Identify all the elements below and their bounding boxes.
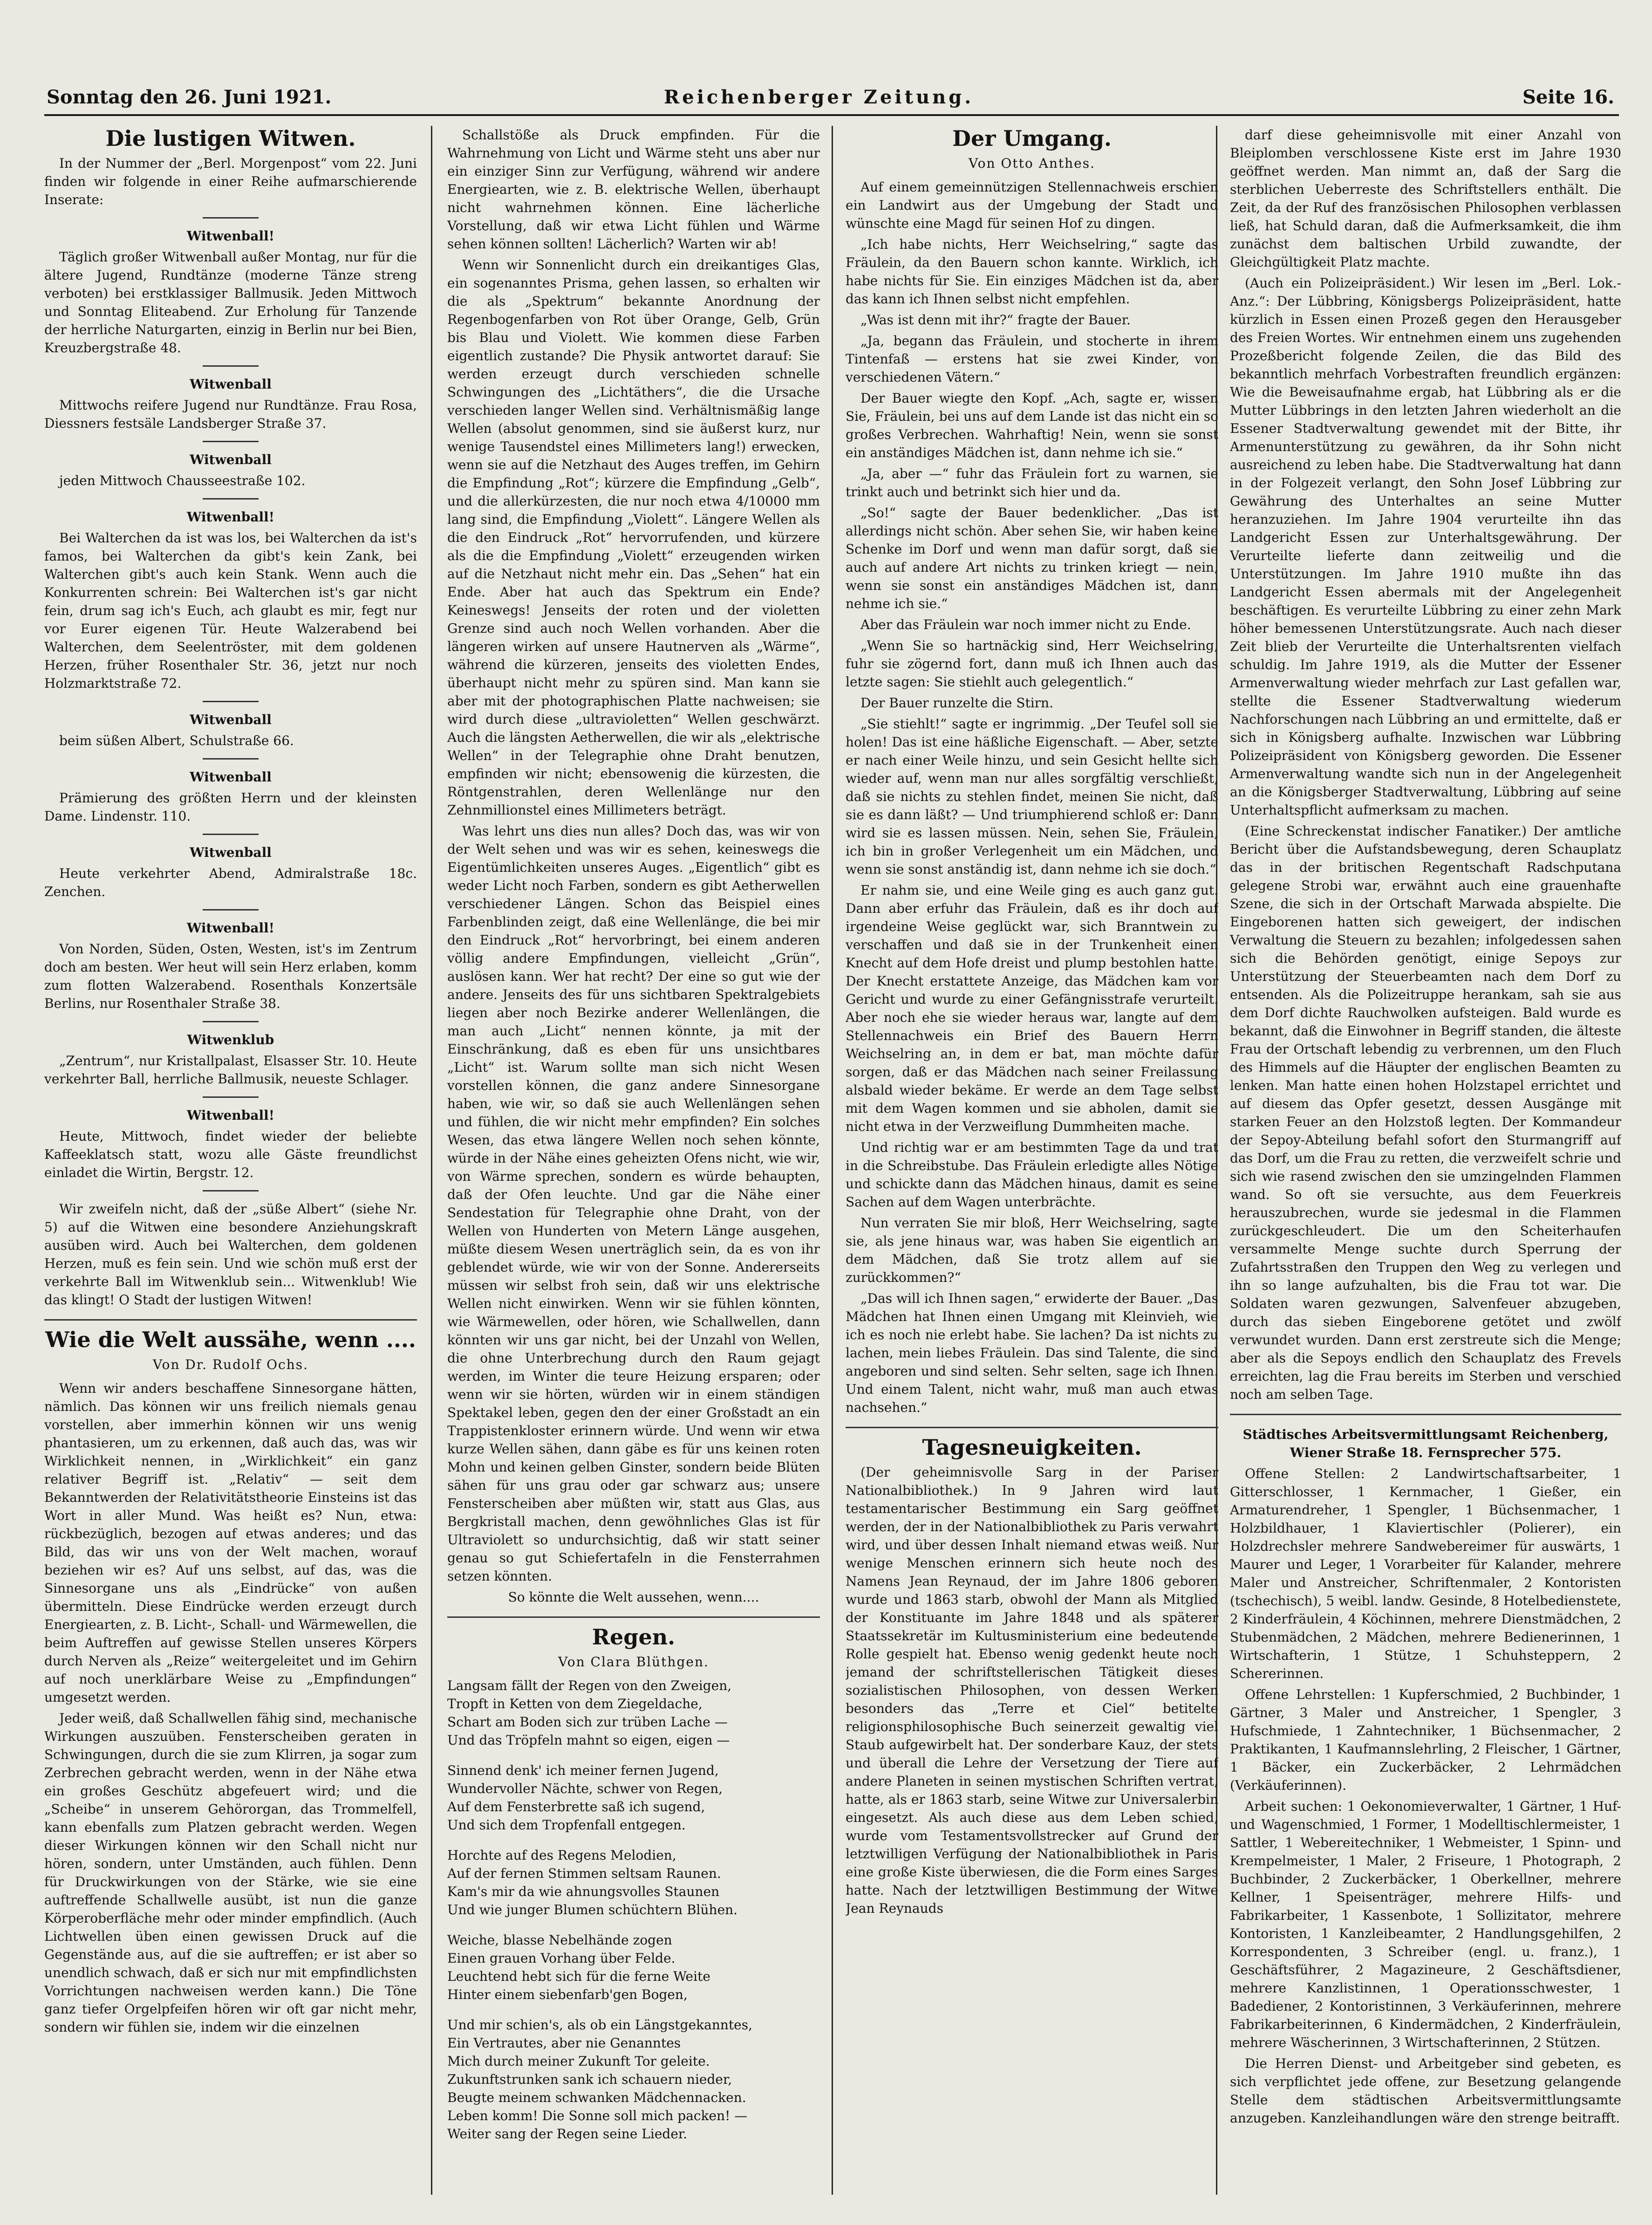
article-paragraph: Schallstöße als Druck empfinden. Für die Wahrnehmung von Licht und Wärme steht uns aber nur ein einziger Sinn zur Verfügung, während wir andere Energiearten, wie z. B. elektrische Wellen, überhaupt nicht wahrnehmen können. Eine lächerliche Vorstellung, daß wir etwa Licht fühlen und Wärme sehen können sollten! Lächerlich? Warten wir ab! (447, 127, 820, 252)
job-listing: Die Herren Dienst- und Arbeitgeber sind gebeten, es sich verpflichtet jede offene, zur Besetzung gelangende Stelle dem städtischen Arbeitsvermittlungsamte anzugeben. Kanzleihandlungen wäre den strenge beitrafft. (1230, 2056, 1621, 2126)
divider (203, 701, 259, 702)
poem-line: Langsam fällt der Regen von den Zweigen, (447, 1678, 732, 1693)
column-rule (832, 126, 833, 2195)
article-author: Von Otto Anthes. (968, 156, 1096, 171)
poem-line: Horchte auf des Regens Melodien, (447, 1848, 676, 1863)
divider (203, 1190, 259, 1191)
ad-heading: Witwenklub (187, 1032, 274, 1047)
ad-text: Von Norden, Süden, Osten, Westen, ist's im Zentrum doch am besten. Wer heut will sein Herz erlaben, komm zum flotten Walzerabend. Rosenthals Konzertsäle Berlins, nur Rosenthaler Straße 38. (44, 941, 417, 1011)
poem-title: Regen. (592, 1624, 676, 1650)
ad-heading: Witwenball! (186, 228, 275, 244)
ad-text: Bei Walterchen da ist was los, bei Walterchen da ist's famos, bei Walterchen da gibt's kein Zank, bei Walterchen gibt's auch kein Stank. Wenn auch die Konkurrenten schrein: Bei Walterchen ist's gar nicht fein, drum sag ich's Euch, ach glaubt es mir, fegt nur vor Eurer eigenen Tür. Heute Walzerabend bei Walterchen, dem Seelentröster, mit dem goldenen Herzen, früher Rosenthaler Str. 36, jetzt nur noch Holzmarktstraße 72. (44, 530, 417, 691)
divider (203, 217, 259, 219)
page-number: Seite 16. (1522, 86, 1614, 108)
poem-stanza (447, 1931, 820, 2004)
divider (203, 758, 259, 760)
poem-stanza (447, 1846, 820, 1919)
poem-line: Leben komm! Die Sonne soll mich packen! — (447, 2108, 748, 2123)
article-paragraph: Wenn wir Sonnenlicht durch ein dreikantiges Glas, ein sogenanntes Prisma, gehen lassen, so erhalten wir die als „Spektrum“ bekannte Anordnung der Regenbogenfarben von Rot über Orange, Gelb, Grün bis Blau und Violett. Wie kommen diese Farben eigentlich zustande? Die Physik antwortet darauf: Sie werden erzeugt durch verschieden schnelle Schwingungen des „Lichtäthers“, die die Ursache verschieden langer Wellen sind. Verhältnismäßig lange Wellen (absolut genommen, sind sie äußerst kurz, nur wenige Tausendstel eines Millimeters lang!) erwecken, wenn sie auf die Netzhaut des Auges treffen, im Gehirn die Empfindung „Rot“; kürzere die Empfindung „Gelb“, und die allerkürzesten, die nur noch etwa 4/10000 mm lang sind, die Empfindung „Violett“. Längere Wellen als die den Eindruck „Rot“ hervorrufenden, und kürzere als die die Empfindung „Violett“ erzeugenden wirken auf die Netzhaut nicht mehr ein. Das „Sehen“ hat ein Ende. Aber hat auch das Spektrum ein Ende? Keineswegs! Jenseits der roten und der violetten Grenze sind auch noch Wellen vorhanden. Aber die längeren wirken auf unsere Hautnerven als „Wärme“, während die kürzeren, jenseits des violetten Endes, überhaupt nicht mehr zu spüren sind. Man kann sie aber mit der photographischen Platte nachweisen; sie wird durch diese „ultravioletten“ Wellen geschwärzt. Auch die längsten Aetherwellen, die wir als „elektrische Wellen“ in der Telegraphie ohne Draht benutzen, empfinden wir nicht; ebensowenig die kürzesten, die Röntgenstrahlen, deren Wellenlänge nur den Zehnmillionstel eines Millimeters beträgt. (447, 257, 820, 818)
ad-text: Heute, Mittwoch, findet wieder der beliebte Kaffeeklatsch statt, wozu alle Gäste freundlichst einladet die Wirtin, Bergstr. 12. (44, 1129, 417, 1180)
article-title: Die lustigen Witwen. (105, 126, 356, 151)
article-paragraph: Der Bauer runzelte die Stirn. (860, 695, 1053, 711)
poem-line: Tropft in Ketten von dem Ziegeldache, (447, 1696, 703, 1712)
ad-text: Täglich großer Witwenball außer Montag, nur für die ältere Jugend, Rundtänze (moderne Tänze streng verboten) bei erstklassiger Ballmusik. Jeden Mittwoch und Sonntag Eliteabend. Zur Erholung für Tanzende der herrliche Naturgarten, einzig in Berlin nur bei Bien, Kreuzbergstraße 48. (44, 249, 417, 356)
poem-line: Leuchtend hebt sich für die ferne Weite (447, 1969, 710, 1984)
divider (203, 1096, 259, 1098)
article-paragraph: Aber das Fräulein war noch immer nicht zu Ende. (860, 617, 1191, 632)
article-body (846, 178, 1218, 1417)
article-title: Wie die Welt aussähe, wenn .... (45, 1327, 416, 1352)
ad-text: Prämierung des größten Herrn und der kleinsten Dame. Lindenstr. 110. (44, 790, 417, 824)
article-paragraph: „Das will ich Ihnen sagen,“ erwiderte der Bauer. „Das Mädchen hat Ihnen einen Umgang mit Kleinvieh, wie ich es noch nie erlebt habe. Sie lachen? Da ist nichts zu lachen, mein liebes Fräulein. Das sind Talente, die sind angeboren und sind selten. Sehr selten, sage ich Ihnen. Und einem Talent, nicht wahr, muß man auch etwas nachsehen.“ (846, 1291, 1218, 1415)
ad-heading: Witwenball (190, 452, 272, 467)
section-title: Städtisches Arbeitsvermittlungsamt Reichenberg, Wiener Straße 18. Fernsprecher 575. (1242, 1427, 1609, 1460)
article-paragraph: „Was ist denn mit ihr?“ fragte der Bauer. (860, 312, 1131, 328)
ad-heading: Witwenball (190, 712, 272, 727)
section-title: Tagesneuigkeiten. (922, 1435, 1142, 1460)
article-paragraph: „Ja, begann das Fräulein, und stocherte in ihrem Tintenfaß — erstens hat sie zwei Kinder, von verschiedenen Vätern.“ (846, 333, 1218, 385)
article-paragraph: „Ja, aber —“ fuhr das Fräulein fort zu warnen, sie trinkt auch und betrinkt sich hier und da. (846, 466, 1218, 500)
ad-text: Mittwochs reifere Jugend nur Rundtänze. Frau Rosa, Diessners festsäle Landsberger Straße 37. (44, 397, 417, 431)
column-1 (44, 126, 417, 2195)
ad-heading: Witwenball! (186, 920, 275, 936)
news-item: (Auch ein Polizeipräsident.) Wir lesen im „Berl. Lok.-Anz.“: Der Lübbring, Königsbergs Polizeipräsident, hatte kürzlich in Essen einen Prozeß gegen den Herausgeber des Freien Wortes. Wir entnehmen einem uns zugehenden Prozeßbericht folgende Zeilen, die das Bild des bekanntlich mehrfach Vorbestraften freundlich ergänzen: Wie die Beweisaufnahme ergab, hat Lübbring als er die Mutter Lübbrings in den letzten Jahren wiederholt an die Essener Stadtverwaltung gewendet mit der Bitte, ihr Armenunterstützung zu gewähren, da ihr Sohn nicht ausreichend zu leben habe. Die Stadtverwaltung hat dann in der Folgezeit verlangt, den Sohn Josef Lübbring zur Gewährung des Unterhaltes an seine Mutter heranzuziehen. Im Jahre 1904 verurteilte ihn das Landgericht Essen zur Unterhaltsgewährung. Der Verurteilte lieferte dann zeitweilig und die Unterstützungen. Im Jahre 1910 mußte ihn das Landgericht Essen abermals mit der Angelegenheit beschäftigen. Es verurteilte Lübbring zu einer zehn Mark höher bemessenen Unterstützungsrate. Auch nach dieser Zeit blieb der Verurteilte die Unterhaltsrenten vielfach schuldig. Im Jahre 1919, als die Mutter der Essener Armenverwaltung wieder mehrfach zur Last gefallen war, stellte die Essener Stadtverwaltung wiederum Nachforschungen nach Lübbring an und ermittelte, daß er sich in Königsberg aufhalte. Inzwischen war Lübbring Polizeipräsident von Königsberg geworden. Die Essener Armenverwaltung wandte sich nun in der Angelegenheit an die Königsberger Stadtverwaltung, Lübbring auf seine Unterhaltspflicht aufmerksam zu machen. (1230, 275, 1621, 818)
poem (447, 1677, 820, 2143)
ad-heading: Witwenball (190, 377, 272, 392)
column-2 (447, 126, 820, 2195)
ad-heading: Witwenball (190, 845, 272, 860)
article-author: Von Dr. Rudolf Ochs. (152, 1357, 309, 1372)
article-paragraph: Und richtig war er am bestimmten Tage da und trat in die Schreibstube. Das Fräulein erledigte alles Nötige und schickte dann das Mädchen hinaus, damit es seine Sachen auf dem Wagen unterbrächte. (846, 1140, 1218, 1210)
divider (203, 441, 259, 442)
news-item: (Eine Schreckenstat indischer Fanatiker.) Der amtliche Bericht über die Aufstandsbewegung, deren Schauplatz das in der britischen Regentschaft Radschputana gelegene Strobi war, erwähnt auch eine grauenhafte Szene, die sich in der Ortschaft Marwada abspielte. Die Eingeborenen hatten sich geweigert, der indischen Verwaltung die Steuern zu bezahlen; infolgedessen sahen sich die Behörden genötigt, einige Sepoys zur Unterstützung der Steuerbeamten nach dem Dorf zu entsenden. Als die Polizeitruppe herankam, sah sie aus dem Dorf dichte Rauchwolken aufsteigen. Bald wurde es bekannt, daß die Einwohner in Begriff standen, die älteste Frau der Ortschaft lebendig zu verbrennen, um den Fluch des Himmels auf die Häupter der englischen Beamten zu lenken. Man hatte einen hohen Holzstapel errichtet und auf diesem das Opfer gesetzt, dessen Ausgänge mit starken Feuer an den Holzstoß legten. Der Kommandeur der Sepoy-Abteilung befahl sofort den Sturmangriff auf das Dorf, um die Frau zu retten, die verzweifelt schrie und sich wie rasend zwischen den sie umzingelnden Flammen wand. So oft sie versuchte, aus dem Feuerkreis herauszubrechen, wurde sie jedesmal in die Flammen zurückgeschleudert. Die um den Scheiterhaufen versammelte Menge suchte durch Sperrung der Zufahrtsstraßen den Truppen den Weg zu verlegen und ihn so lange aufzuhalten, bis die Frau tot war. Die Soldaten waren gezwungen, Salvenfeuer abzugeben, durch das sieben Eingeborene getötet und zwölf verwundet wurden. Dann erst zerstreute sich die Menge; aber als die Sepoys endlich den Schauplatz des Frevels erreichten, lag die Frau bereits im Sterben und verschied noch am selben Tage. (1230, 823, 1621, 1402)
ad-heading: Witwenball (190, 769, 272, 785)
ad-text: Heute verkehrter Abend, Admiralstraße 18c. Zenchen. (44, 866, 417, 899)
ad-text: beim süßen Albert, Schulstraße 66. (59, 733, 294, 748)
article-paragraph: Jeder weiß, daß Schallwellen fähig sind, mechanische Wirkungen auszuüben. Fensterscheiben geraten in Schwingungen, durch die sie zum Klirren, ja sogar zum Zerbrechen gebracht werden, wenn in der Nähe etwa ein großes Geschütz abgefeuert wird; und die „Scheibe“ in unserem Gehörorgan, das Trommelfell, kann ebenfalls zum Platzen gebracht werden. Wegen dieser Wirkungen können wir den Schall nicht nur hören, sondern, unter Umständen, auch fühlen. Denn für Druckwirkungen von der Stärke, wie sie eine auftreffende Schallwelle ausübt, ist nun die ganze Körperoberfläche mehr oder minder empfindlich. (Auch Lichtwellen üben einen gewissen Druck auf die Gegenstände aus, auf die sie auftreffen; er ist aber so unendlich schwach, daß er sich nur mit empfindlichsten Vorrichtungen nachweisen werden kann.) Die Töne ganz tiefer Orgelpfeifen hören wir oft gar nicht mehr, sondern wir fühlen sie, indem wir die einzelnen (44, 1711, 417, 2035)
page-header (44, 86, 1619, 116)
divider (203, 498, 259, 500)
article-paragraph: Was lehrt uns dies nun alles? Doch das, was wir von der Welt sehen und was wir es sehen, keineswegs die Eigentümlichkeiten unseres Auges. „Eigentlich“ gibt es weder Licht noch Farben, sondern es gibt Aetherwellen verschiedener Längen. Schon das Beispiel eines Farbenblinden zeigt, daß eine Wellenlänge, die bei mir den Eindruck „Rot“ hervorbringt, bei einem anderen völlig andere Empfindungen, vielleicht „Grün“, auslösen kann. Wer hat recht? Der eine so gut wie der andere. Jenseits des für uns sichtbaren Spektralgebiets liegen aber noch Bezirke anderer Wellenlängen, die man auch „Licht“ nennen könnte, ja mit der Einschränkung, daß es eben für uns unsichtbares „Licht“ ist. Warum sollte man sich nicht Wesen vorstellen können, die ganz andere Sinnesorgane haben, wie wir, so daß sie auch Wellenlängen sehen und fühlen, die wir nicht mehr empfinden? Ein solches Wesen, das etwa längere Wellen noch sehen könnte, würde in der Nähe eines geheizten Ofens nicht, wie wir, von Wärme sprechen, sondern es würde behaupten, daß der Ofen leuchte. Und gar die Nähe einer Sendestation für Telegraphie ohne Draht, von der Wellen von Hunderten von Metern Länge ausgehen, müßte diesem Wesen unerträglich sein, da es von ihr geblendet würde, wie wir von der Sonne. Andererseits müssen wir selbst froh sein, daß wir uns elektrische Wellen nicht einwirken. Wenn wir sie fühlen könnten, wie Wärmewellen, oder hören, wie Schallwellen, dann könnten wir uns gar nicht, bei der Unzahl von Wellen, die ohne Unterbrechung durch den Raum gejagt werden, im Winter die teure Heizung ersparen; oder wenn wir sie hörten, würden wir in einem ständigen Spektakel leben, gegen den der einer Großstadt an ein Trappistenkloster erinnern würde. Und wenn wir etwa kurze Wellen sähen, dann gäbe es für uns keinen roten Mohn und keinen gelben Ginster, sondern beide Blüten sähen für uns grau oder gar schwarz aus; unsere Fensterscheiben aber müßten wir, statt aus Glas, aus Bergkristall machen, denn gewöhnliches Glas ist für Ultraviolett so undurchsichtig, daß wir statt seiner genau so gut Schiefertafeln in die Fensterrahmen setzen könnten. (447, 823, 820, 1584)
news-item: (Der geheimnisvolle Sarg in der Pariser Nationalbibliothek.) In 9 Jahren wird laut testamentarischer Bestimmung ein Sarg geöffnet werden, der in der Nationalbibliothek zu Paris verwahrt wird, und über dessen Inhalt niemand etwas weiß. Nur wenige Menschen erinnern sich heute noch des Namens Jean Reynaud, der im Jahre 1806 geboren wurde und 1863 starb, obwohl der Mann als Mitglied der Konstituante im Jahre 1848 und als späterer Staatssekretär im Kultusministerium eine bedeutende Rolle gespielt hat. Ebenso wenig gedenkt heute noch jemand der schriftstellerischen Tätigkeit dieses sozialistischen Philosophen, von dessen Werken besonders das „Terre et Ciel“ betitelte religionsphilosophische Buch seinerzeit gewaltig viel Staub aufgewirbelt hat. Der sonderbare Kauz, der stets und überall die Lehre der Versetzung der Tiere auf andere Planeten in seinen mystischen Schriften vertrat, hatte, als er 1863 starb, seine Witwe zur Universalerbin eingesetzt. Als auch diese aus dem Leben schied, wurde vom Testamentsvollstrecker auf Grund der letztwilligen Verfügung der Nationalbibliothek in Paris eine große Kiste überwiesen, die die Form eines Sarges hatte. Nach der letztwilligen Bestimmung der Witwe Jean Reynauds (846, 1465, 1218, 1916)
poem-stanza (447, 1761, 820, 1834)
divider (447, 1616, 820, 1618)
poem-line: Und mir schien's, als ob ein Längstgekanntes, (447, 2017, 752, 2033)
issue-date: Sonntag den 26. Juni 1921. (47, 86, 332, 108)
article-paragraph: Er nahm sie, und eine Weile ging es auch ganz gut. Dann aber erfuhr das Fräulein, daß es ihr doch auf irgendeine Weise geglückt war, sich Branntwein zu verschaffen und daß sie in der Trunkenheit einen Knecht auf dem Hofe dreist und plump bestohlen hatte. Der Knecht erstattete Anzeige, das Mädchen kam vor Gericht und wurde zu einer Gefängnisstrafe verurteilt. Aber noch ehe sie wieder heraus war, langte auf dem Stellennachweis ein Brief des Bauern Herrn Weichselring an, in dem er bat, man möchte dafür sorgen, daß er das Mädchen nach seiner Freilassung alsbald wieder bekäme. Er werde an dem Tage selbst mit dem Wagen kommen und sie abholen, damit sie nicht etwa in der Verzweiflung Dummheiten mache. (846, 883, 1218, 1134)
article-paragraph: „So!“ sagte der Bauer bedenklicher. „Das ist allerdings nicht schön. Aber sehen Sie, wir haben keine Schenke im Dorf und wenn man dafür sorgt, daß sie auch auf andere Art nichts zu trinken kriegt — nein, wenn sie sonst ein anständiges Mädchen ist, dann nehme ich sie.“ (846, 505, 1218, 611)
ad-text: „Zentrum“, nur Kristallpalast, Elsasser Str. 10. Heute verkehrter Ball, herrliche Ballmusik, neueste Schlager. (44, 1053, 417, 1087)
poem-line: Sinnend denk' ich meiner fernen Jugend, (447, 1763, 719, 1778)
poem-line: Wundervoller Nächte, schwer von Regen, (447, 1781, 723, 1796)
poem-line: Und das Tröpfeln mahnt so eigen, eigen — (447, 1732, 730, 1748)
poem-line: Und sich dem Tropfenfall entgegen. (447, 1817, 686, 1833)
article-paragraph: „Sie stiehlt!“ sagte er ingrimmig. „Der Teufel soll sie holen! Das ist eine häßliche Eigenschaft. — Aber, setzte er nach einer Weile hinzu, und sein Gesicht hellte sich wieder auf, wenn man nur alles sorgfältig verschließt, daß sie nichts zu stehlen findet, meinen Sie nicht, daß sie es dann läßt? — Und triumphierend schloß er: Dann wird sie es lassen müssen. Nein, sehen Sie, Fräulein, ich bin in großer Verlegenheit um ein Mädchen, und wenn sie sonst anständig ist, dann nehme ich sie doch.“ (846, 716, 1218, 877)
poem-line: Hinter einem siebenfarb'gen Bogen, (447, 1987, 688, 2002)
job-listing: Offene Lehrstellen: 1 Kupferschmied, 2 Buchbinder, 1 Gärtner, 3 Maler und Anstreicher, 1 Spengler, 3 Hufschmiede, 1 Zahntechniker, 1 Büchsenmacher, 2 Praktikanten, 1 Kaufmannslehrling, 2 Fleischer, 1 Gärtner, 1 Bäcker, ein Zuckerbäcker, 2 Lehrmädchen (Verkäuferinnen). (1230, 1687, 1621, 1793)
poem-stanza (447, 2016, 820, 2143)
article-paragraph: In der Nummer der „Berl. Morgenpost“ vom 22. Juni finden wir folgende in einer Reihe aufmarschierende Inserate: (44, 156, 417, 207)
poem-line: Zukunftstrunken sank ich schauern nieder, (447, 2072, 732, 2087)
ad-heading: Witwenball! (186, 1108, 275, 1123)
article-title: Der Umgang. (952, 126, 1112, 151)
article-paragraph: Der Bauer wiegte den Kopf. „Ach, sagte er, wissen Sie, Fräulein, bei uns auf dem Lande ist das nicht ein so großes Verbrechen. Wahrhaftig! Nein, wenn sie sonst ein anständiges Mädchen ist, dann nehme ich sie.“ (846, 390, 1218, 460)
column-rule (431, 126, 432, 2195)
ad-heading: Witwenball! (186, 509, 275, 525)
poem-line: Auf der fernen Stimmen seltsam Raunen. (447, 1866, 721, 1881)
poem-line: Einen grauen Vorhang über Felde. (447, 1951, 676, 1966)
poem-line: Weiche, blasse Nebelhände zogen (447, 1932, 672, 1948)
poem-line: Weiter sang der Regen seine Lieder. (447, 2126, 688, 2142)
poem-line: Schart am Boden sich zur trüben Lache — (447, 1714, 728, 1730)
job-listing: Offene Stellen: 2 Landwirtschaftsarbeiter, 1 Gitterschlosser, 1 Kernmacher, 1 Gießer, ein Armaturendreher, 1 Spengler, 1 Büchsenmacher, 1 Holzbildhauer, 1 Klaviertischler (Polierer), ein Holzdrechsler mehrere Sandwebereimer für auswärts, 1 Maurer und Leger, 1 Vorarbeiter für Kalander, mehrere Maler und Anstreicher, Schriftenmaler, 2 Kontoristen (tschechisch), 5 weibl. landw. Gesinde, 8 Hotelbedienstete, 2 Kinderfräulein, 4 Köchinnen, mehrere Dienstmädchen, 2 Stubenmädchen, 2 Mädchen, mehrere Bedienerinnen, 1 Wirtschafterin, 1 Stütze, 1 Schuhsteppern, 2 Schererinnen. (1230, 1466, 1621, 1681)
ad-text: jeden Mittwoch Chausseestraße 102. (59, 473, 306, 488)
divider (203, 365, 259, 367)
divider (846, 1427, 1218, 1428)
column-4 (1230, 126, 1621, 2195)
divider (44, 1319, 417, 1321)
divider (1230, 1414, 1621, 1415)
column-3 (846, 126, 1218, 2195)
divider (203, 909, 259, 911)
divider (203, 834, 259, 835)
poem-line: Und wie junger Blumen schüchtern Blühen. (447, 1902, 738, 1917)
article-paragraph: „Ich habe nichts, Herr Weichselring,“ sagte das Fräulein, da den Bauern schon kannte. Wirklich, ich habe nichts für Sie. Ein einziges Mädchen ist da, aber das kann ich Ihnen selbst nicht empfehlen. (846, 237, 1218, 307)
article-paragraph: Wir zweifeln nicht, daß der „süße Albert“ (siehe Nr. 5) auf die Witwen eine besondere Anziehungskraft ausüben wird. Auch bei Walterchen, dem goldenen Herzen, muß es fein sein. Und wie schön muß erst der verkehrte Ball im Witwenklub sein... Witwenklub! Wie das klingt! O Stadt der lustigen Witwen! (44, 1201, 417, 1308)
poem-line: Ein Vertrautes, aber nie Genanntes (447, 2035, 681, 2051)
masthead: Reichenberger Zeitung. (664, 86, 974, 108)
poem-stanza (447, 1677, 820, 1749)
article-paragraph: „Wenn Sie so hartnäckig sind, Herr Weichselring, fuhr sie zögernd fort, dann muß ich Ihnen auch das letzte sagen: Sie stiehlt auch gelegentlich.“ (846, 638, 1218, 690)
article-paragraph: Wenn wir anders beschaffene Sinnesorgane hätten, nämlich. Das können wir uns freilich niemals genau vorstellen, aber immerhin können wir uns wenig phantasieren, um zu erkennen, daß auch das, was wir Wirklichkeit nennen, in „Wirklichkeit“ ein ganz relativer Begriff ist. „Relativ“ — seit dem Bekanntwerden der Relativitätstheorie Einsteins ist das Wort in aller Mund. Was heißt es? Nun, etwa: rückbezüglich, bezogen auf etwas anderes; und das Bild, das wir uns von der Welt machen, worauf beziehen wir es? Auf uns selbst, auf das, was die Sinnesorgane uns als „Eindrücke“ von außen übermitteln. Diese Eindrücke werden erzeugt durch Energiearten, z. B. Licht-, Schall- und Wärmewellen, die beim Auftreffen auf gewisse Stellen unseres Körpers durch Nerven als „Reize“ weitergeleitet und im Gehirn auf noch unerklärbare Weise zu „Empfindungen“ umgesetzt werden. (44, 1381, 417, 1705)
news-item: darf diese geheimnisvolle mit einer Anzahl von Bleiplomben verschlossene Kiste erst im Jahre 1930 geöffnet werden. Man nimmt an, daß der Sarg die sterblichen Ueberreste des Schriftstellers enthält. Die Zeit, da der Ruf des französischen Philosophen verblassen ließ, hat Schuld daran, daß die Aufmerksamkeit, die ihm zunächst dem baltischen Urbild zuwandte, der Gleichgültigkeit Platz machte. (1230, 127, 1621, 270)
advertisement-list (44, 217, 417, 1182)
poem-author: Von Clara Blüthgen. (558, 1654, 709, 1670)
poem-line: Mich durch meiner Zukunft Tor geleite. (447, 2054, 710, 2069)
article-paragraph: So könnte die Welt aussehen, wenn.... (508, 1589, 759, 1605)
poem-line: Kam's mir da wie ahnungsvolles Staunen (447, 1884, 720, 1899)
job-listing: Arbeit suchen: 1 Oekonomieverwalter, 1 Gärtner, 1 Huf- und Wagenschmied, 1 Former, 1 Modelltischlermeister, 1 Sattler, 1 Webereitechniker, 1 Webmeister, 1 Spinn- und Krempelmeister, 1 Maler, 2 Friseure, 1 Photograph, 2 Buchbinder, 2 Zuckerbäcker, 1 Oberkellner, mehrere Kellner, 1 Speisenträger, mehrere Hilfs- und Fabrikarbeiter, 1 Kassenbote, 1 Sollizitator, mehrere Kontoristen, 1 Kanzleibeamter, 2 Handlungsgehilfen, 2 Korrespondenten, 3 Schreiber (engl. u. franz.), 1 Geschäftsführer, 2 Magazineure, 2 Geschäftsdiener, mehrere Kanzlistinnen, 1 Operationsschwester, 1 Badediener, 2 Kontoristinnen, 3 Verkäuferinnen, mehrere Fabrikarbeiterinnen, 6 Kindermädchen, 2 Kinderfräulein, mehrere Wäscherinnen, 3 Wirtschafterinnen, 2 Stützen. (1230, 1799, 1621, 2050)
divider (203, 1021, 259, 1022)
poem-line: Auf dem Fensterbrette saß ich sugend, (447, 1799, 705, 1814)
poem-line: Beugte meinem schwanken Mädchennacken. (447, 2090, 746, 2105)
article-paragraph: Auf einem gemeinnützigen Stellennachweis erschien ein Landwirt aus der Umgebung der Stadt und wünschte eine Magd für seinen Hof zu dingen. (846, 179, 1218, 231)
article-paragraph: Nun verraten Sie mir bloß, Herr Weichselring, sagte sie, als jene hinaus war, was haben Sie eigentlich an dem Mädchen, daß Sie trotz allem auf sie zurückkommen?“ (846, 1215, 1218, 1285)
